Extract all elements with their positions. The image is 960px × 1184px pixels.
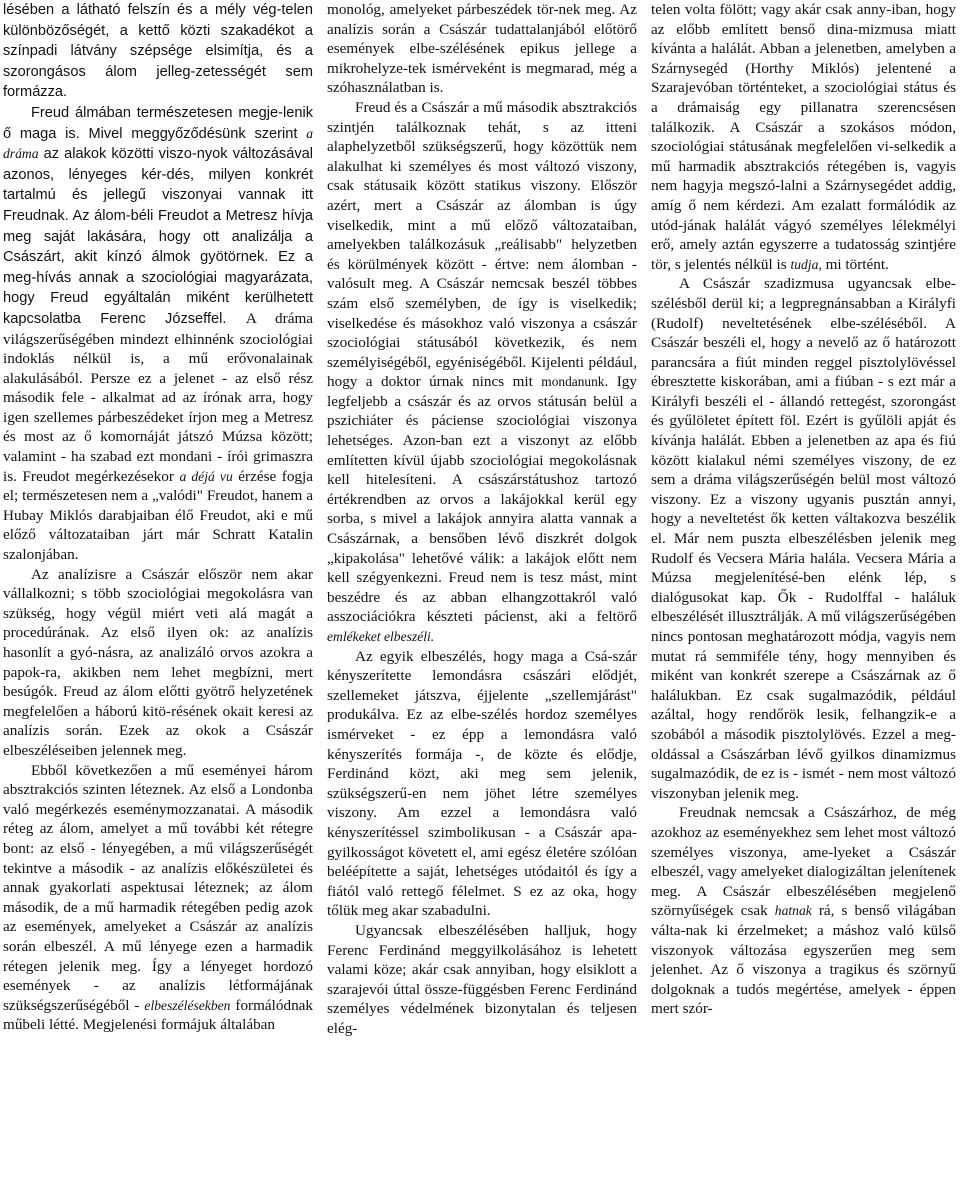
text-run: az alakok közötti viszo-nyok változásával azonos, lényeges kér-dés, milyen konkrét tartalmú és jellegű viszonyai vannak itt Freudnak. Az álom-béli Freudot a Metresz hívja meg saját lakására, hogy ott analizálja a Császárt, akit kínzó álmok gyötörnek. Ez a meg-hívás annak a szociológiai magyarázata, hogy Freud egyáltalán miként kerülhetett kapcsolatba Ferenc Józseffel.	[3, 146, 313, 327]
text-run: mi történt.	[821, 255, 889, 273]
paragraph	[327, 98, 637, 647]
text-run: lésében a látható felszín és a mély vég-telen különbözőségét, a kettő közti szakadékot a színpadi látvány szépsége elsimítja, és a szorongásos álom jelleg-zetességét sem formázza.	[3, 2, 313, 101]
italic-text: elbeszélésekben	[144, 997, 231, 1013]
text-run: A Császár szadizmusa ugyancsak elbe-szélésből derül ki; a legpregnánsabban a Királyfi (Rudolf) neveltetésének elbe-széléséből. A Császár beszéli el, hogy a nevelő az ő határozott parancsára a fiút minden reggel pisztolylövéssel ébresztette kiskorában, ami a fiúban - s ezt már a Királyfi beszéli el - állandó rettegést, szorongást és gyűlöletet épített föl. Ezért is gyűlöli apját és kívánja halálát. Ebben a jelenetben az apa és fiú között kialakul némi személyes viszony, de ez sem a dráma világszerűségén belül most változó viszony. Ez a viszony ugyanis pusztán annyi, hogy a neveltetést ők ketten váltakozva beszélik el. Már nem puszta elbeszélésben jelenik meg Rudolf és Vecsera Mária halála. Vecsera Mária a Múzsa megjelenítésé-ben elénk lép, s dialógusokat kap. Ők - Rudolffal - haláluk elbeszélését illusztrálják. A mű világszerűségében nincs pontosan meghatározott módja, vagyis nem mutat rá semmiféle tény, hogy mennyiben és miként van konkrét szerepe a Császárnak az ő halálukban. Ez csak sugalmazódik, például azáltal, hogy rendőrök lesik, felhangzik-e a szobából a második pisztolylövés. Ezzel a meg-oldással a Császárban lévő gyilkos dinamizmus sugalmazódik, de ez is - ismét - nem most változó viszonyban jelenik meg.	[651, 275, 956, 802]
italic-text: a dráma	[3, 125, 313, 162]
text-run: . Igy legfeljebb a császár és az orvos státusán belül a pszichiáter és páciense szociológiai viszonya lehetséges. Azon-ban ezt a viszonyt az előbb említetten kívül újabb szociológiai megokolásnak kell hitelesíteni. A császárstátushoz tartozó értékrendben az orvos a lakájokkal kerül egy sorba, s mivel a lakájok annyira alatta vannak a Császárnak, a bensőben lévő diszkrét dolgok „kipakolása" lehetővé válik: a lakájok előtt nem kell szégyenkezni. Freud nem is tesz mást, mint beszédre és az abban elhangzottakról való asszociációkra készteti pácienst, aki a feltörő	[327, 373, 637, 626]
italic-text: emlékeket elbeszéli.	[327, 629, 435, 644]
text-run: Ebből következően a mű eseményei három absztrakciós szinten léteznek. Az első a Londonba való megérkezés eseménymozzanatai. A második réteg az álom, amelyet a mű további két rétegre bont: az első - lényegében, a mű világszerűségét tekintve a második - az analízis előkészületei és annak gyakorlati aspektusai léteznek; az álom második, de a mű harmadik rétegében pedig azok az események, amelyeket a Császár az analízis során elbeszél. A mű lényege ezen a harmadik rétegen jelenik meg. Így a lényeget hordozó események - az analízis létformájának szükségszerűségéből -	[3, 761, 313, 1014]
paragraph	[3, 0, 313, 103]
text-column-3	[651, 0, 956, 1019]
text-run: formálódnak műbeli létté. Megjelenési formájuk általában	[3, 996, 313, 1034]
text-run: Freudnak nemcsak a Császárhoz, de még azokhoz az eseményekhez sem lehet most változó személyes viszonya, ame-lyeket a Császár elbeszél, vagy amelyeket dialogizáltan jelenítenek meg. A Császár elbeszélésében megjelenő szörnyűségek csak	[651, 804, 956, 920]
text-run: rá, s benső világában válta-nak ki érzelmeket; a máshoz való külső viszonyok változása egyszerűen meg sem jelenhet. Az ő viszonya a tragikus és szörnyű dolgoknak a tudós megértése, amelyek - éppen mert szór-	[651, 902, 956, 1018]
paragraph	[327, 647, 637, 921]
paragraph	[651, 803, 956, 1019]
text-run: Az egyik elbeszélés, hogy maga a Csá-szár kényszerítette lemondásra császári elődjét, szellemeket játszva, éjjelente „szellemjárást" produkálva. Ez az elbe-szélés hordoz személyes ismérveket - ez épp a lemondásra való kényszerítés formája -, de közte és elődje, Ferdinánd közt, aki meg sem jelenik, szükségszerű-en nem jöhet létre személyes viszony. Am ezzel a lemondásra való kényszerítéssel szimbolikusan - a Császár apa-gyilkosságot követett el, ami egész életére szólóan beléépítette a saját, lehetséges utódaitól és így a fiától való rettegő félelmet. S ez az oka, hogy tőlük meg akar szabadulni.	[327, 647, 637, 920]
text-column-2	[327, 0, 637, 1038]
text-column-1	[3, 0, 313, 1035]
text-run: Freud álmában természetesen megje-lenik ő maga is. Mivel meggyőződésünk szerint	[3, 104, 313, 142]
italic-text: hatnak	[774, 903, 812, 919]
text-run: telen volta fölött; vagy akár csak anny-iban, hogy az előbb említett benső dina-mizmusa miatt kívánta a halálát. Abban a jelenetben, amelyben a Szárnysegéd (Horthy Miklós) jelentené a Szarajevóban történteket, a szociológiai státus és a drámaiság egy pillanatra szerencsésen találkozik. A Császár a szokásos módon, szociológiai státusának megfelelően vi-selkedik a mű harmadik absztrakciós rétegében is, vagyis nem hagyja megszó-lalni a Szárnysegédet addig, amíg ő nem kérdezi. Am ezalatt formálódik az utód-jának halálát vágyó személyes lélekmélyi erő, amely aztán egyszerre a tudatosság szintjére tör, s jelentés nélkül is	[651, 1, 956, 273]
text-run: Ugyancsak elbeszélésében halljuk, hogy Ferenc Ferdinánd meggyilkolásához is lehetett valami köze; akár csak annyiban, hogy elsiklott a szarajevói úttal össze-függésben Ferenc Ferdinánd személyes védelmének bizonytalan és teljesen elég-	[327, 921, 637, 1037]
italic-text: tudja,	[790, 256, 822, 272]
text-run: érzése fogja el; természetesen nem a „valódi" Freudot, hanem a Hubay Miklós darabjaiban élő Freudot, aki e mű előző változataiban járt már Schratt Katalin szalonjában.	[3, 467, 313, 564]
text-run: mondanunk	[541, 374, 605, 390]
paragraph	[3, 565, 313, 761]
paragraph	[327, 921, 637, 1039]
paragraph	[327, 0, 637, 98]
paragraph	[3, 103, 313, 565]
text-run: A dráma világszerűségében mindezt elhinnénk szociológiai indoklás nélkül is, a mű erővonalainak alakulásából. Persze ez a jelenet - az első rész második fele - alkalmat ad az írónak arra, hogy igen szellemes párbeszédeket írjon meg a Metresz és most az ő komornáját játszó Múzsa között; valamint - ha szabad ezt mondani - írói grimaszra is. Freudot megérkezésekor	[3, 309, 314, 485]
paragraph	[651, 0, 956, 274]
italic-text: a déjá vu	[179, 468, 233, 484]
paragraph	[3, 761, 313, 1035]
text-run: Freud és a Császár a mű második absztrakciós szintjén találkoznak tehát, s az itteni alaphelyzetből szükségszerű, hogy közöttük nem alakulhat ki személyes és most változó viszony, csak státusaik között statikus viszony. Először azért, mert a Császár az álomban is úgy viselkedik, mint a mű előző változataiban, amelyekben találkozásuk „reálisabb" helyzetben és körülmények között - értve: nem álomban - valósult meg. A Császár nemcsak beszél többes szám első személyben, de így is viselkedik; viselkedése és másokhoz való viszonya a császár szociológiai státusából következik, és nem személyiségéből, egyéniségéből. Kijelenti például, hogy a doktor úrnak nincs mit	[327, 98, 637, 391]
text-run: monológ, amelyeket párbeszédek tör-nek meg. Az analízis során a Császár tudattalanjából előtörő események elbe-szélésének epikus jellege a mikrohelyze-tek ismérveként is megmarad, még a szóhasználatban is.	[327, 1, 637, 97]
text-run: Az analízisre a Császár először nem akar vállalkozni; s több szociológiai megokolásra van szükség, hogy végül miért veti alá magát a procedúrának. Az első ilyen ok: az analízis hasonlít a gyó-násra, az analizáló orvos azokra a papok-ra, akikben nem lehet megbízni, mert besúgók. Freud az álom előtti gyötrő helyzetének megfelelően a háború kitö-résének okait keresi az analízis során. Ezek az okok a Császár elbeszéléseiben jelennek meg.	[3, 565, 313, 759]
paragraph	[651, 274, 956, 803]
